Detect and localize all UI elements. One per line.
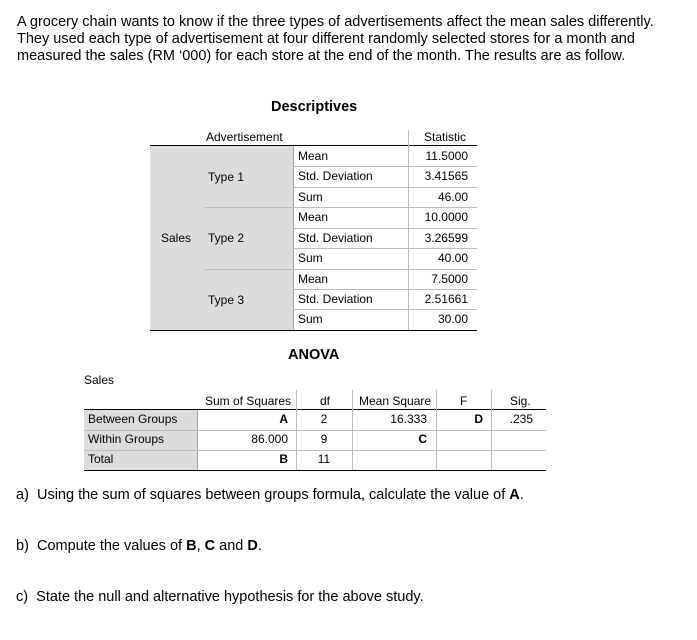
statistic-value: 40.00	[437, 251, 468, 266]
anova-f: D	[474, 412, 483, 426]
advertisement-type: Type 3	[208, 292, 245, 307]
header-advertisement: Advertisement	[206, 130, 283, 144]
descriptives-title: Descriptives	[271, 99, 358, 115]
header-sum-of-squares: Sum of Squares	[205, 394, 292, 408]
anova-mean-square: 16.333	[390, 412, 427, 426]
statistic-value: 11.5000	[425, 149, 468, 163]
statistic-label: Sum	[298, 251, 323, 266]
statistic-value: 2.51661	[424, 292, 468, 306]
statistic-label: Mean	[298, 149, 329, 163]
advertisement-type: Type 1	[208, 170, 245, 184]
anova-sig: .235	[509, 412, 533, 426]
question-a: a) Using the sum of squares between groups formula, calculate the value of A.	[16, 487, 524, 503]
header-sig: Sig.	[510, 394, 531, 408]
anova-df: 9	[320, 432, 328, 446]
statistic-value: 7.5000	[431, 271, 468, 286]
statistic-value: 3.41565	[424, 169, 468, 184]
statistic-value: 3.26599	[424, 230, 468, 245]
row-label-sales: Sales	[161, 231, 192, 245]
header-mean-square: Mean Square	[359, 394, 432, 408]
statistic-label: Std. Deviation	[298, 292, 373, 306]
anova-df: 11	[317, 452, 331, 466]
statistic-label: Std. Deviation	[298, 230, 373, 245]
header-statistic: Statistic	[424, 130, 467, 144]
intro-paragraph: A grocery chain wants to know if the three types of advertisements affect the mean sales differently. They used each type of advertisement at four different randomly selected stores for a month and measured the sales (RM ‘000) for each store at the end of the month. The results are as follow.	[17, 14, 654, 64]
statistic-value: 10.0000	[424, 210, 468, 225]
statistic-label: Mean	[298, 271, 329, 286]
statistic-value: 46.00	[437, 189, 468, 204]
anova-sum-of-squares: B	[279, 452, 288, 466]
anova-sum-of-squares: A	[279, 412, 288, 426]
question-c: c) State the null and alternative hypothesis for the above study.	[16, 589, 424, 605]
advertisement-type: Type 2	[208, 231, 245, 246]
anova-title: ANOVA	[288, 347, 340, 363]
statistic-label: Mean	[298, 210, 329, 225]
statistic-label: Std. Deviation	[298, 169, 373, 184]
anova-source: Total	[88, 452, 114, 466]
statistic-value: 30.00	[437, 312, 468, 327]
header-f: F	[460, 394, 468, 408]
anova-source: Between Groups	[88, 412, 178, 426]
anova-df: 2	[320, 412, 328, 426]
anova-sum-of-squares: 86.000	[251, 432, 288, 446]
anova-variable: Sales	[84, 373, 115, 387]
question-b: b) Compute the values of B, C and D.	[16, 538, 262, 554]
statistic-label: Sum	[298, 189, 323, 204]
header-df: df	[320, 394, 331, 408]
anova-mean-square: C	[418, 432, 427, 446]
statistic-label: Sum	[298, 312, 323, 327]
anova-source: Within Groups	[88, 432, 165, 446]
